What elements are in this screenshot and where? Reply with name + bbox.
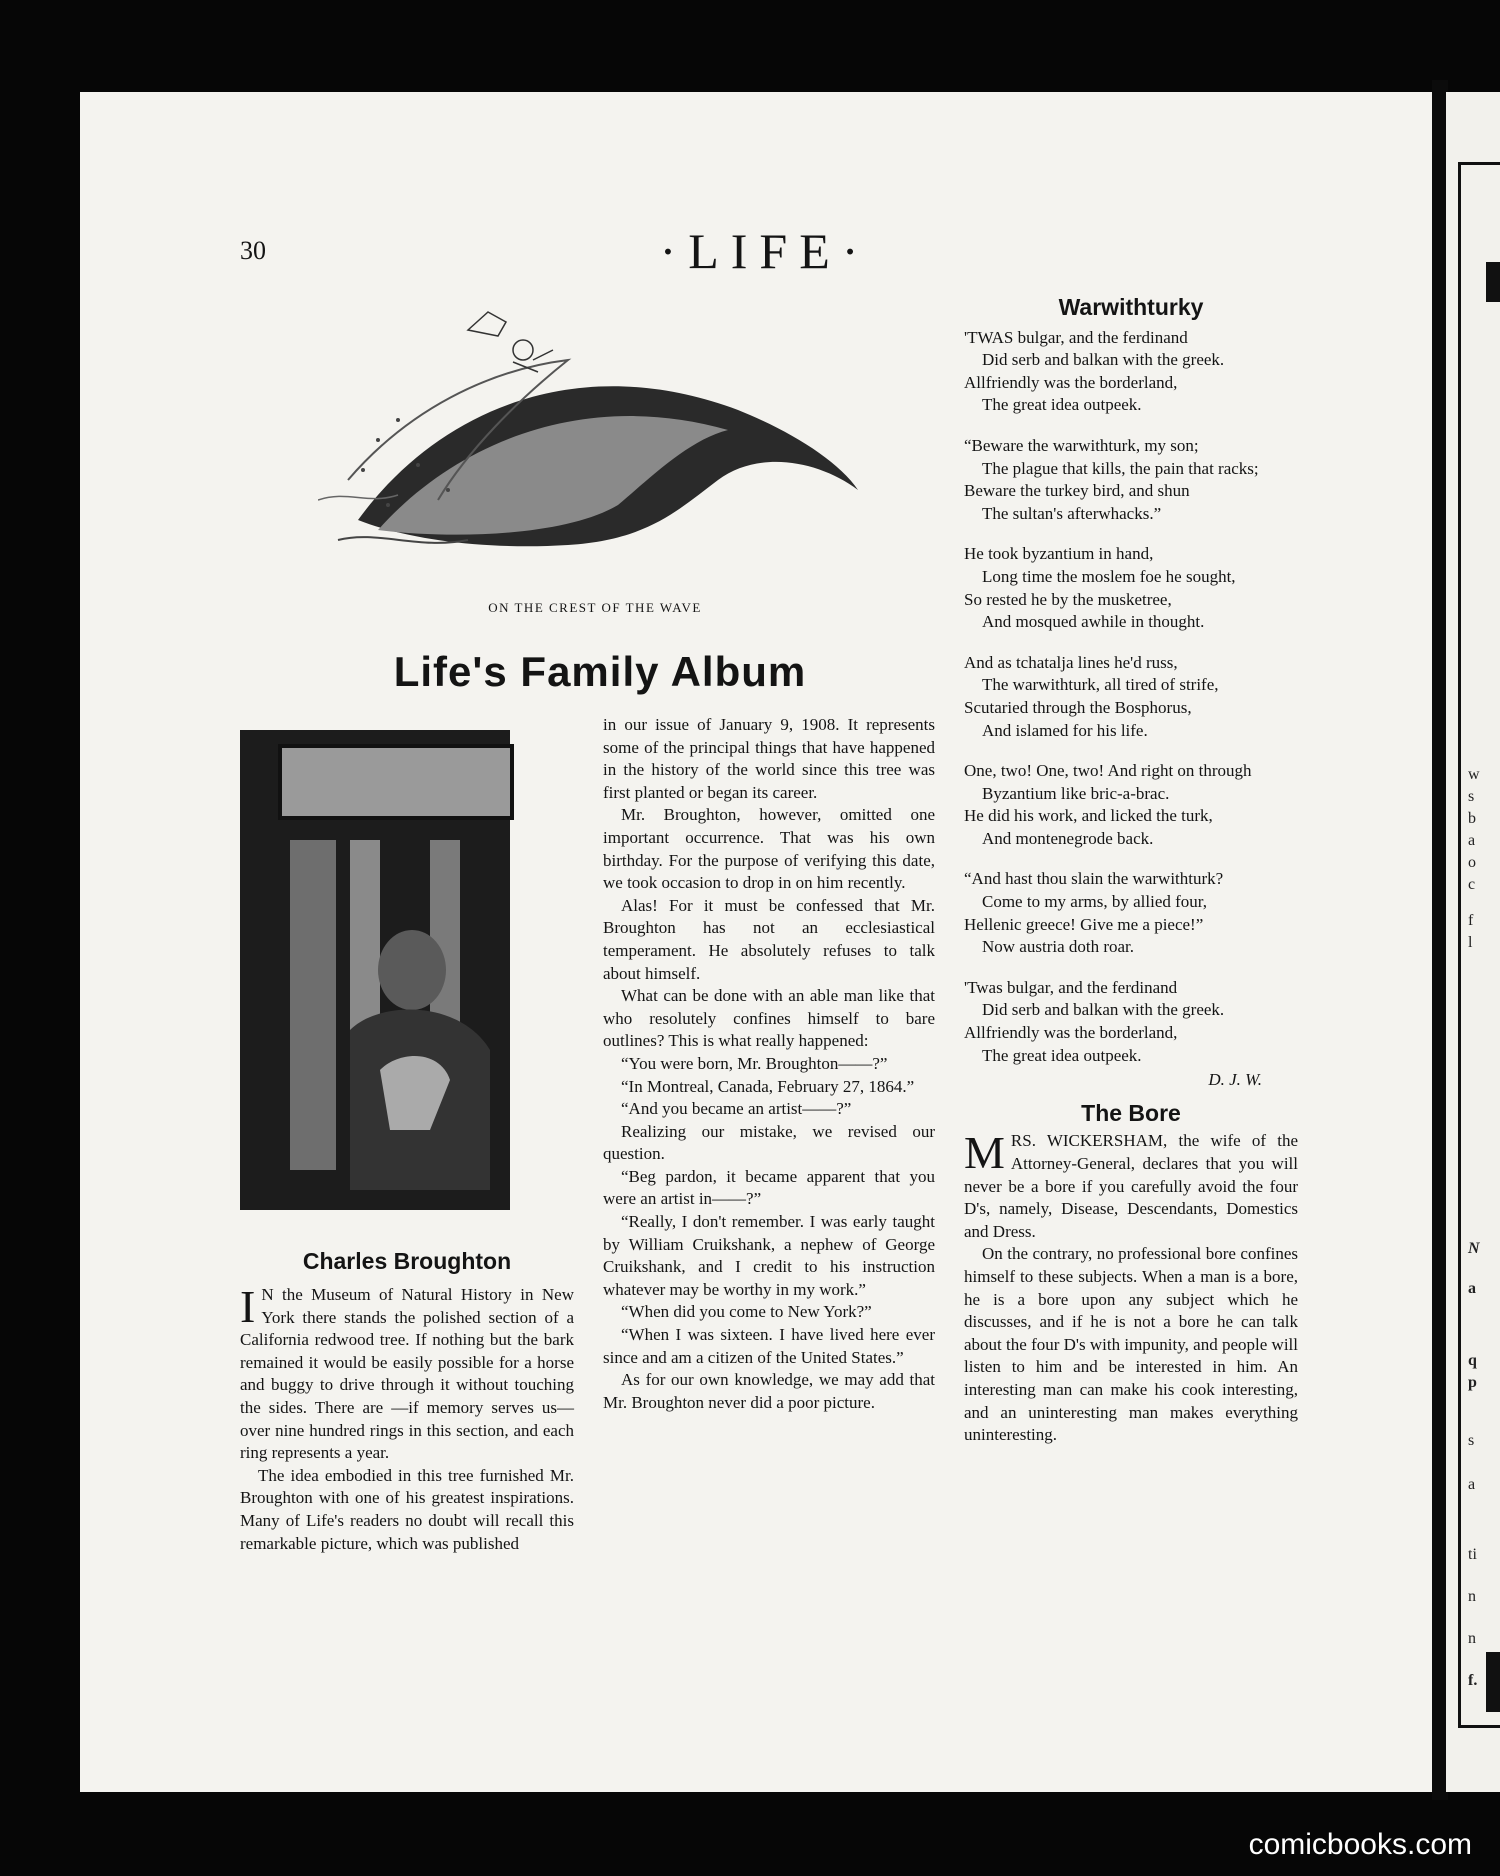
facing-page-ink [1486,262,1500,302]
watermark: comicbooks.com [1248,1828,1472,1861]
poem-line: 'TWAS bulgar, and the ferdinand [964,327,1188,347]
facing-page-fragment: n [1468,1630,1476,1647]
facing-page-fragment: N [1468,1240,1480,1257]
facing-page-fragment: a [1468,1476,1476,1493]
poem-stanza [964,868,1298,958]
poem-line: And as tchatalja lines he'd russ, [964,652,1178,672]
poem-line: Long time the moslem foe he sought, [982,566,1236,586]
paragraph: Mr. Broughton, however, omitted one important occurrence. That was his own birthday. For the purpose of verifying this date, we took occasion to drop in on him recently. [603,805,935,893]
poem-line: Now austria doth roar. [982,937,1135,957]
poem-line: He took byzantium in hand, [964,544,1154,564]
poem-line: The great idea outpeek. [982,395,1142,415]
poem-title: Warwithturky [1058,294,1204,320]
subject-heading: Charles Broughton [302,1248,512,1274]
poem-line: “Beware the warwithturk, my son; [964,435,1199,455]
poem-line: The warwithturk, all tired of strife, [982,675,1219,695]
masthead-title: ·LIFE· [659,223,871,279]
poem-line: And montenegrode back. [982,828,1154,848]
poem-line: The great idea outpeek. [982,1045,1142,1065]
facing-page-fragment: c [1468,876,1476,893]
poem-line: The plague that kills, the pain that racks; [982,458,1259,478]
paragraph-text: RS. WICKERSHAM, the wife of the Attorney-General, declares that you will never be a bore if you carefully avoid the four D's, namely, Disease, Descendants, Domestics and Dress. [964,1131,1298,1241]
paragraph: Alas! For it must be confessed that Mr. Broughton has not an ecclesiastical temperament. He absolutely refuses to talk about himself. [603,895,935,983]
poem-line: Come to my arms, by allied four, [982,892,1208,912]
poem-line: And mosqued awhile in thought. [982,612,1205,632]
poem-line: Beware the turkey bird, and shun [964,481,1190,501]
facing-page-fragment: a [1468,1280,1476,1297]
poem-stanza [964,652,1298,742]
facing-page-fragment: f [1468,912,1474,929]
paragraph: Realizing our mistake, we revised our question. [603,1121,935,1164]
poem-line: 'Twas bulgar, and the ferdinand [964,977,1178,997]
wave-illustration [318,290,878,590]
poem-stanza [964,543,1298,633]
poem-line: “And hast thou slain the warwithturk? [964,869,1224,889]
paragraph: in our issue of January 9, 1908. It represents some of the principal things that have happened in the history of the world since this tree was first planted or began its career. [603,715,935,802]
poem-line: The sultan's afterwhacks.” [982,503,1162,523]
paragraph: “Really, I don't remember. I was early taught by William Cruikshank, a nephew of George Cruikshank, and I credit to his instruction whatever may be worthy in my work.” [603,1212,935,1299]
poem-stanza [964,435,1298,525]
poem-line: And islamed for his life. [982,720,1148,740]
paragraph [240,1281,574,1465]
bore-title: The Bore [1081,1099,1181,1126]
facing-page-fragment: a [1468,832,1476,849]
facing-page-border [1458,162,1500,1728]
paragraph [964,1127,1298,1243]
poem-line: Did serb and balkan with the greek. [982,1000,1225,1020]
poem-line: Byzantium like bric-a-brac. [982,783,1170,803]
facing-page-fragment: s [1468,788,1475,805]
paragraph: What can be done with an able man like that who resolutely confines himself to bare outlines? This is what really happened: [603,986,935,1051]
poem-stanza [964,977,1298,1067]
paragraph: “You were born, Mr. Broughton——?” [621,1053,888,1073]
paragraph: “When I was sixteen. I have lived here ever since and am a citizen of the United States.” [603,1325,935,1367]
facing-page-fragment: b [1468,810,1476,827]
facing-page-fragment: f. [1468,1672,1478,1689]
poem-line: Hellenic greece! Give me a piece!” [964,914,1204,934]
poem-line: Did serb and balkan with the greek. [982,350,1225,370]
album-column-2 [603,714,935,1414]
portrait-illustration [240,730,536,1230]
facing-page-fragment: ti [1468,1546,1477,1563]
paragraph: As for our own knowledge, we may add that Mr. Broughton never did a poor picture. [603,1370,935,1412]
facing-page-fragment: o [1468,854,1476,871]
poem-line: So rested he by the musketree, [964,589,1172,609]
facing-page-fragment: s [1468,1432,1475,1449]
facing-page-edge [1446,92,1500,1792]
facing-page-fragment: q [1468,1352,1477,1369]
facing-page-fragment: l [1468,934,1473,951]
facing-page-fragment: w [1468,766,1480,783]
poem-line: Allfriendly was the borderland, [964,372,1178,392]
paragraph: The idea embodied in this tree furnished Mr. Broughton with one of his greatest inspirations. Many of Life's readers no doubt will recall this remarkable picture, which was published [240,1465,574,1553]
album-column-1 [240,1281,574,1555]
drop-cap: M [964,1127,1005,1179]
paragraph-text: N the Museum of Natural History in New York there stands the polished section of a California redwood tree. If nothing but the bark remained it would be easily possible for a horse and buggy to drive through it without touching the sides. There are —if memory serves us—over nine hundred rings in this section, and each ring represents a year. [240,1285,574,1463]
paragraph: “Beg pardon, it became apparent that you were an artist in——?” [603,1166,935,1209]
poem-signature: D. J. W. [1208,1070,1262,1090]
poem-line: He did his work, and licked the turk, [964,806,1213,826]
poem-stanza [964,760,1298,850]
poem-column [964,296,1298,1447]
poem-line: One, two! One, two! And right on through [964,761,1252,781]
facing-page-fragment: p [1468,1374,1477,1391]
paragraph: “When did you come to New York?” [621,1302,872,1322]
facing-page-ink [1486,1652,1500,1712]
paragraph: “In Montreal, Canada, February 27, 1864.” [621,1076,915,1096]
article-title: Life's Family Album [393,648,807,695]
drop-cap: I [240,1281,256,1332]
paragraph: On the contrary, no professional bore confines himself to these subjects. When a man is a bore, he is a bore upon any subject which he discusses, and if he is not a bore he can talk about the four D's with impunity, and people will listen to him and be interested in him. An interesting man can make his cook interesting, and an uninteresting man makes everything uninteresting. [964,1244,1298,1445]
illustration-caption: ON THE CREST OF THE WAVE [488,600,702,615]
page-number: 30 [240,236,266,265]
poem-stanza [964,327,1298,417]
paragraph: “And you became an artist——?” [621,1099,852,1119]
facing-page-fragment: n [1468,1588,1476,1605]
poem-line: Allfriendly was the borderland, [964,1023,1178,1043]
poem-line: Scutaried through the Bosphorus, [964,697,1192,717]
